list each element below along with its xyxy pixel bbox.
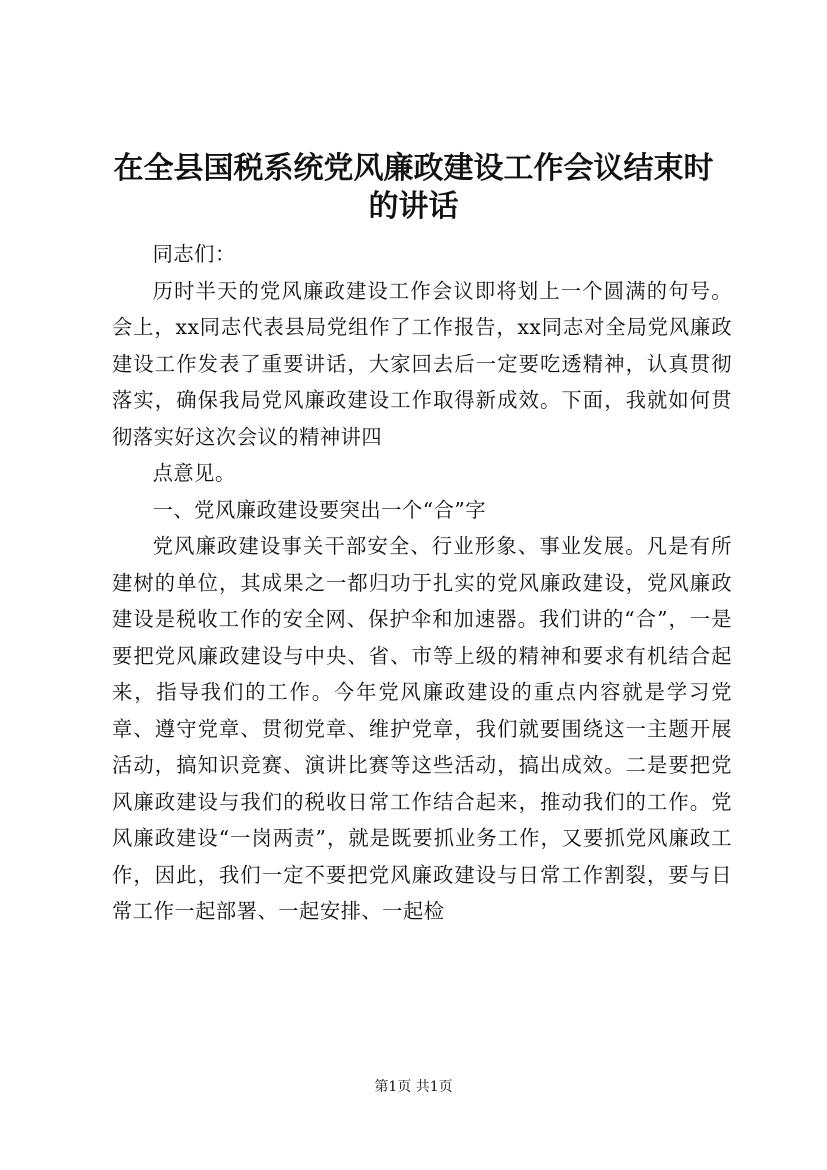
body-paragraph: 点意见。 <box>152 461 236 485</box>
page-footer: 第1页 共1页 <box>374 1079 453 1095</box>
document-title <box>100 150 727 226</box>
body-paragraph: 历时半天的党风廉政建设工作会议即将划上一个圆满的句号。会上，xx同志代表县局党组作了工作报告，xx同志对全局党风廉政建设工作发表了重要讲话，大家回去后一定要吃透精神，认真贯彻落实，确保我局党风廉政建设工作取得新成效。下面，我就如何贯彻落实好这次会议的精神讲四 <box>112 278 732 449</box>
section-heading: 一、党风廉政建设要突出一个“合”字 <box>152 497 487 522</box>
body-paragraph: 党风廉政建设事关干部安全、行业形象、事业发展。凡是有所建树的单位，其成果之一都归功于扎实的党风廉政建设，党风廉政建设是税收工作的安全网、保护伞和加速器。我们讲的“合”，一是要把党风廉政建设与中央、省、市等上级的精神和要求有机结合起来，指导我们的工作。今年党风廉政建设的重点内容就是学习党章、遵守党章、贯彻党章、维护党章，我们就要围绕这一主题开展活动，搞知识竞赛、演讲比赛等这些活动，搞出成效。二是要把党风廉政建设与我们的税收日常工作结合起来，推动我们的工作。党风廉政建设“一岗两责”，就是既要抓业务工作，又要抓党风廉政工作，因此，我们一定不要把党风廉政建设与日常工作割裂，要与日常工作一起部署、一起安排、一起检 <box>112 534 732 923</box>
document-body <box>112 236 732 930</box>
title-line-1: 在全县国税系统党风廉政建设工作会议结束时 <box>113 151 714 186</box>
title-line-2: 的讲话 <box>368 189 459 224</box>
salutation: 同志们： <box>152 242 236 266</box>
